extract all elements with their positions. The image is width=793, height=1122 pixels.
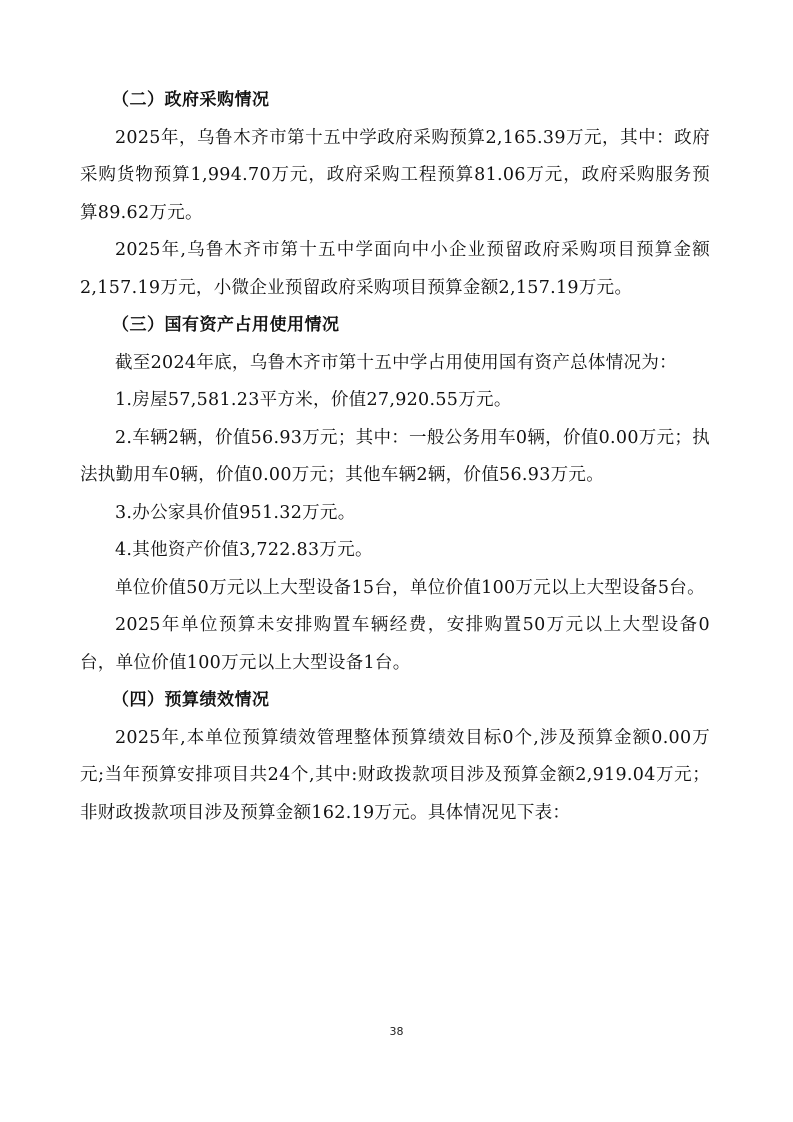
section-heading-performance: （四）预算绩效情况 xyxy=(112,690,270,710)
document-body xyxy=(80,82,710,832)
page-number: 38 xyxy=(389,1025,404,1038)
paragraph-procurement-budget: 2025年，乌鲁木齐市第十五中学政府采购预算2,165.39万元，其中：政府采购货物预算1,994.70万元，政府采购工程预算81.06万元，政府采购服务预算89.62万元。 xyxy=(80,127,710,223)
paragraph-performance: 2025年,本单位预算绩效管理整体预算绩效目标0个,涉及预算金额0.00万元;当年预算安排项目共24个,其中:财政拨款项目涉及预算金额2,919.04万元；非财政拨款项目涉及预算金额162.19万元。具体情况见下表： xyxy=(80,727,710,823)
paragraph-budget-equipment: 2025年单位预算未安排购置车辆经费，安排购置50万元以上大型设备0台，单位价值100万元以上大型设备1台。 xyxy=(80,615,710,673)
paragraph-sme-reserved: 2025年,乌鲁木齐市第十五中学面向中小企业预留政府采购项目预算金额2,157.19万元，小微企业预留政府采购项目预算金额2,157.19万元。 xyxy=(80,240,710,298)
list-item-vehicles: 2.车辆2辆，价值56.93万元；其中：一般公务用车0辆，价值0.00万元；执法执勤用车0辆，价值0.00万元；其他车辆2辆，价值56.93万元。 xyxy=(80,427,710,485)
list-item-other-assets: 4.其他资产价值3,722.83万元。 xyxy=(115,540,373,560)
list-item-furniture: 3.办公家具价值951.32万元。 xyxy=(115,502,356,523)
section-heading-procurement: （二）政府采购情况 xyxy=(112,90,270,110)
section-heading-assets: （三）国有资产占用使用情况 xyxy=(112,315,340,335)
list-item-buildings: 1.房屋57,581.23平方米，价值27,920.55万元。 xyxy=(115,390,512,410)
paragraph-assets-intro: 截至2024年底，乌鲁木齐市第十五中学占用使用国有资产总体情况为： xyxy=(115,352,677,373)
paragraph-large-equipment: 单位价值50万元以上大型设备15台，单位价值100万元以上大型设备5台。 xyxy=(115,577,705,598)
